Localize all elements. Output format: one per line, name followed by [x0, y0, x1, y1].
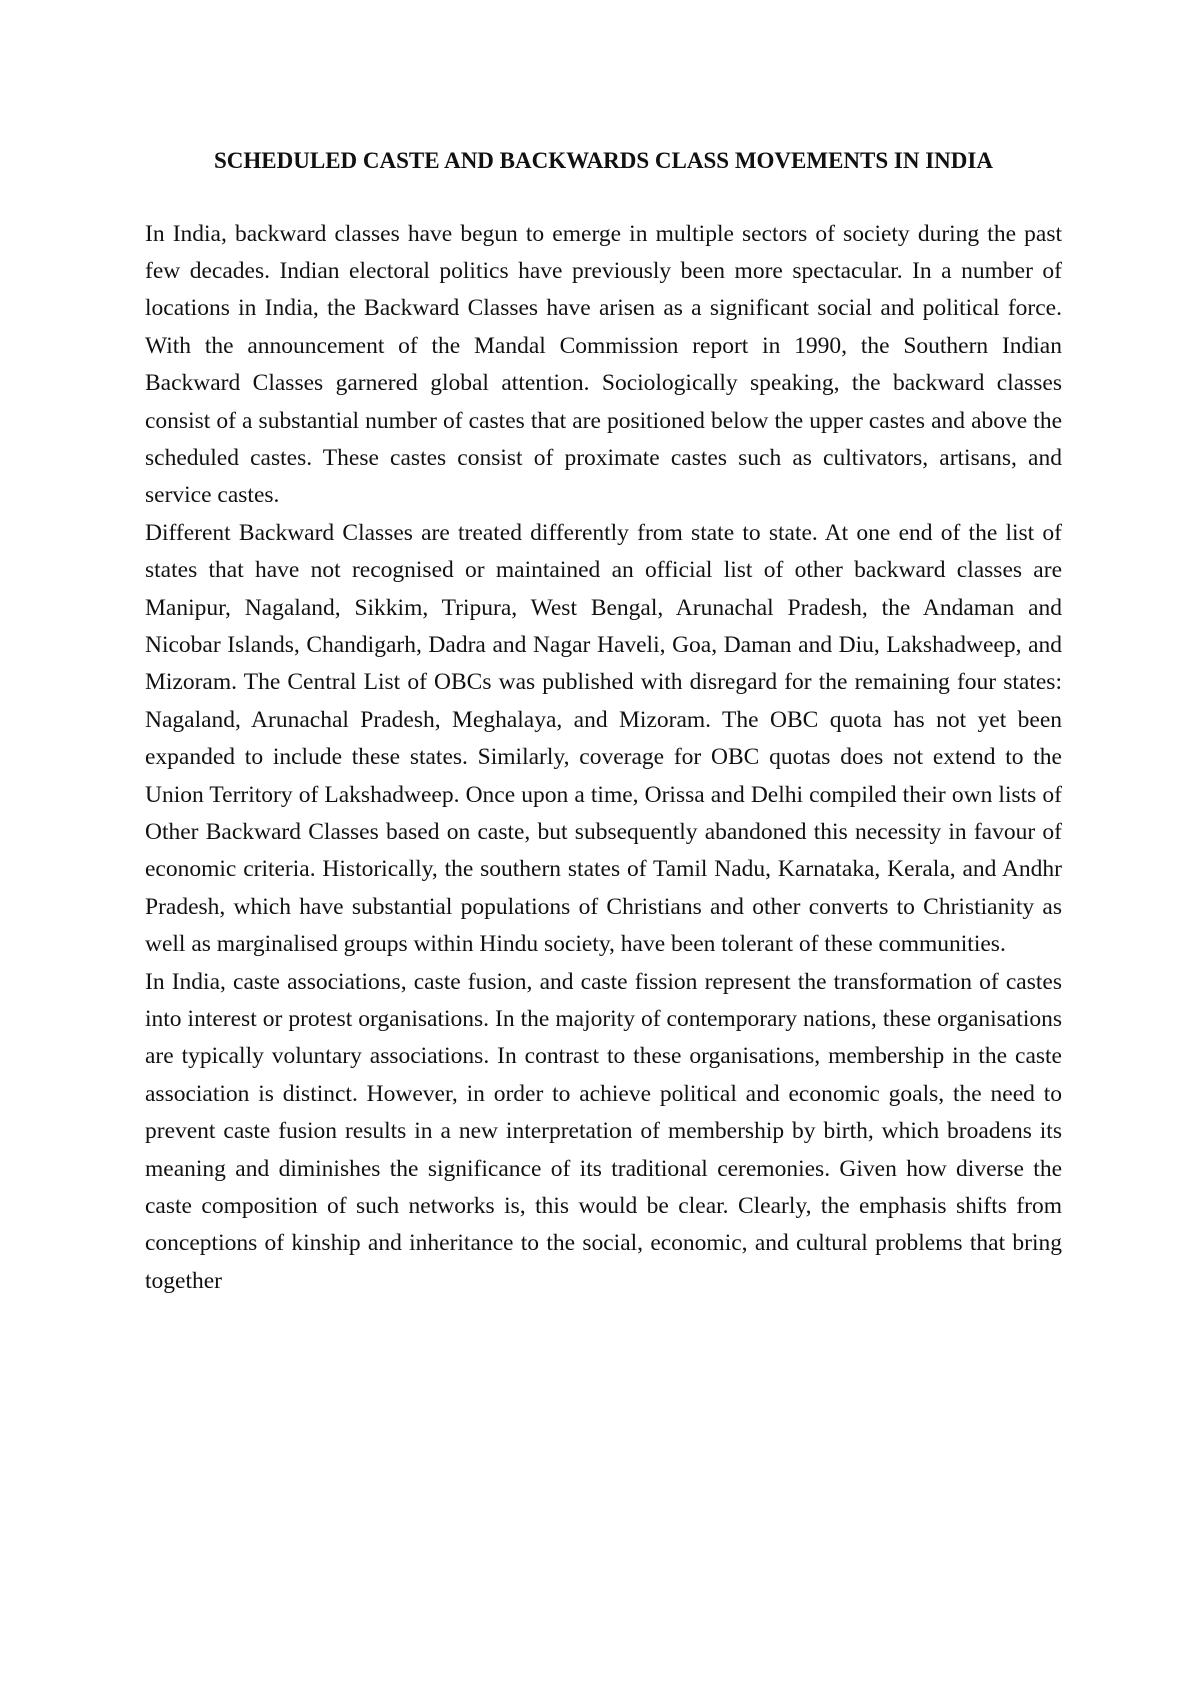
paragraph-state-differences: Different Backward Classes are treated differently from state to state. At one end of the list of states that have not recognised or maintained an official list of other backward classes are Manipur, Nagaland, Sikkim, Tripura, West Bengal, Arunachal Pradesh, the Andaman and Nicobar Islands, Chandigarh, Dadra and Nagar Haveli, Goa, Daman and Diu, Lakshadweep, and Mizoram. The Central List of OBCs was published with disregard for the remaining four states: Nagaland, Arunachal Pradesh, Meghalaya, and Mizoram. The OBC quota has not yet been expanded to include these states. Similarly, coverage for OBC quotas does not extend to the Union Territory of Lakshadweep. Once upon a time, Orissa and Delhi compiled their own lists of Other Backward Classes based on caste, but subsequently abandoned this necessity in favour of economic criteria. Historically, the southern states of Tamil Nadu, Karnataka, Kerala, and Andhr Pradesh, which have substantial populations of Christians and other converts to Christianity as well as marginalised groups within Hindu society, have been tolerant of these communities.	[145, 519, 1062, 958]
paragraph-backward-classes-intro: In India, backward classes have begun to emerge in multiple sectors of society during the past few decades. Indian electoral politics have previously been more spectacular. In a number of locations in India, the Backward Classes have arisen as a significant social and political force. With the announcement of the Mandal Commission report in 1990, the Southern Indian Backward Classes garnered global attention. Sociologically speaking, the backward classes consist of a substantial number of castes that are positioned below the upper castes and above the scheduled castes. These castes consist of proximate castes such as cultivators, artisans, and service castes.	[145, 220, 1062, 509]
document-title: SCHEDULED CASTE AND BACKWARDS CLASS MOVEMENTS IN INDIA	[214, 148, 993, 173]
document-body	[145, 142, 1062, 1300]
paragraph-caste-associations: In India, caste associations, caste fusion, and caste fission represent the transformation of castes into interest or protest organisations. In the majority of contemporary nations, these organisations are typically voluntary associations. In contrast to these organisations, membership in the caste association is distinct. However, in order to achieve political and economic goals, the need to prevent caste fusion results in a new interpretation of membership by birth, which broadens its meaning and diminishes the significance of its traditional ceremonies. Given how diverse the caste composition of such networks is, this would be clear. Clearly, the emphasis shifts from conceptions of kinship and inheritance to the social, economic, and cultural problems that bring together	[145, 968, 1062, 1294]
